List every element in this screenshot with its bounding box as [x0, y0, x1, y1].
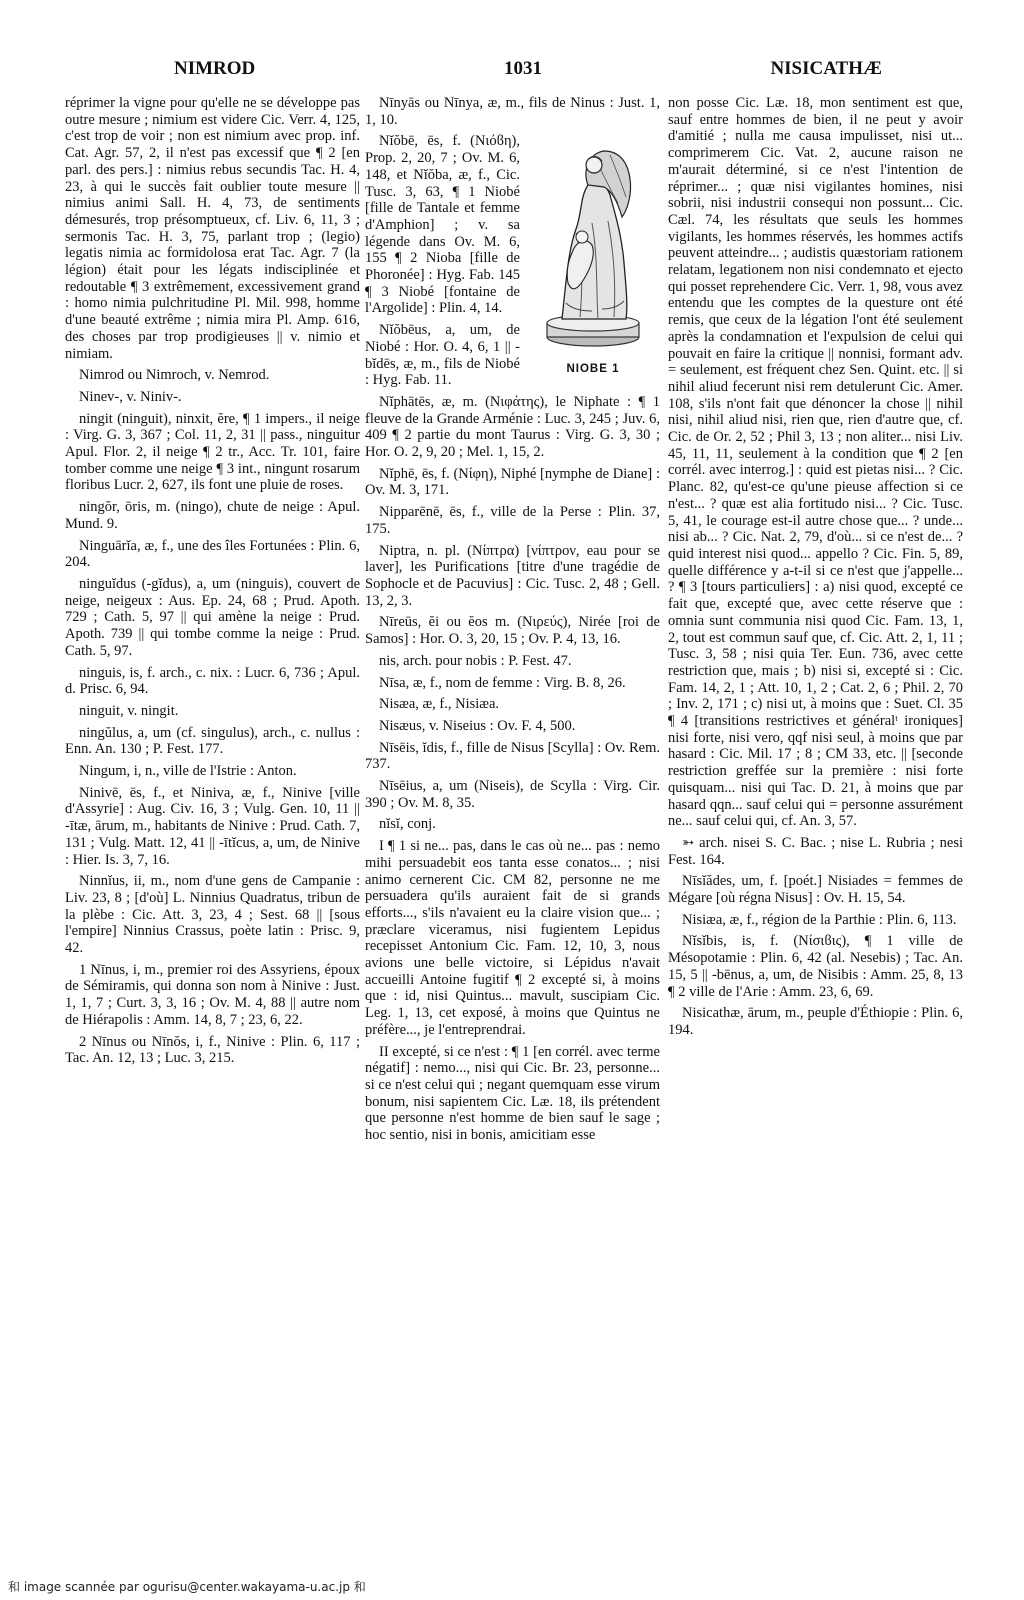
entry: Nĭphātēs, æ, m. (Νιφάτης), le Niphate : ¶ 1 fleuve de la Grande Arménie : Luc. 3, 245 ; Juv. 6, 409 ¶ 2 partie du mont Taurus : Virg. G. 3, 30 ; Hor. O. 2, 9, 20 ; Mel. 1, 15, 2. [365, 393, 660, 461]
entry: ninguis, is, f. arch., c. nix. : Lucr. 6, 736 ; Apul. d. Prisc. 6, 94. [65, 664, 360, 698]
entry: Nĭsĭbis, is, f. (Νίσιϐις), ¶ 1 ville de Mésopotamie : Plin. 6, 42 (al. Nesebis) ; Tac. An. 15, 5 || -bēnus, a, um, de Nisibis : Amm. 25, 8, 13 ¶ 2 ville de l'Arie : Amm. 23, 6, 69. [668, 933, 963, 1000]
entry: Nīreūs, ĕi ou ĕos m. (Νιρεύς), Nirée [roi de Samos] : Hor. O. 3, 20, 15 ; Ov. P. 4, 13, 16. [365, 614, 660, 648]
entry: non posse Cic. Læ. 18, mon sentiment est que, sauf entre hommes de bien, il ne peut y avoir d'amitié ; nulla me causa impulisset, nisi ut... comprimerem Cic. Vat. 2, aucune raison ne m'aurait déterminé, si ce n'est l'intention de réprimer... ; quæ nisi vigilantes homines, nisi sobrii, nisi industrii consequi non possunt... Cic. Cæl. 74, les résultats que seuls les hommes vigilants, les hommes réservés, les hommes actifs peuvent atteindre... ; audistis quæstoriam rationem relatam, legationem non nisi condemnato et ejecto qui posset reprehendere Cic. Verr. 1, 98, vous avez entendu que les comptes de la questure ont été remis, que ceux de la légation l'ont été seulement après la condamnation et l'expulsion de celui qui pouvait en faire la critique || nonnisi, formant adv. = seulement, est fréquent chez Sen. Quint. etc. || si nihil aliud fecerunt nisi rem detulerunt Cic. Amer. 108, s'ils n'ont fait que dénoncer la chose || nihil nisi, nihil aliud nisi, rien que, rien d'autre que, cf. Cic. de Or. 2, 52 ; Phil 3, 13 ; non aliter... nisi Liv. 45, 11, 11, seulement à la condition que ¶ 2 [en corrél. avec interrog.] : quid est pietas nisi... ? Cic. Planc. 82, qu'est-ce qu'une pieuse affection si ce n'est... ? quæ est alia fortitudo nisi... ? Cic. Tusc. 5, 41, le courage est-il autre chose que... ? unde... nisi ab... ? Cic. Nat. 2, 79, d'où... si ce n'est de... ? quid interest nisi quod... appello ? Cic. Fin. 5, 89, quelle différence y a-t-il si ce n'est que j'appelle... ? ¶ 3 [tours particuliers] : a) nisi quod, excepté ce fait que, excepté que, avec cette réserve que : omnia sunt communia nisi quod Cic. Fam. 13, 1, 2, tout est commun sauf que, cf. Cic. Att. 2, 1, 11 ; Tusc. 3, 58 ; nisi quia Ter. Eun. 736, avec cette restriction que, mais ; b) nisi si, excepté si : Cic. Fam. 14, 2, 1 ; Att. 10, 1, 2 ; Cat. 2, 6 ; Phil. 2, 70 ; Inv. 2, 171 ; c) nisi ut, à moins que : Suet. Cl. 35 ¶ 4 [transitions restrictives et généralᵗ ironiques] nisi forte, nisi vero, qqf nisi seul, à moins que par hasard : Cic. Mil. 17 ; 8 ; CM 33, etc. || [seconde restriction greffée sur la première : nisi forte quisquam... nisi qui Tac. D. 21, à moins que par hasard qqn... sauf celui qui = personne assurément ne... sauf celui qui, cf. An. 3, 57. [668, 95, 963, 830]
entry: Nĭŏbē, ēs, f. (Νιόϐη), Prop. 2, 20, 7 ; Ov. M. 6, 148, et Nĭŏba, æ, f., Cic. Tusc. 3, 63, ¶ 1 Niobé [fille de Tantale et femme d'Amphion] ; v. sa légende dans Ov. M. 6, 155 ¶ 2 Nioba [fille de Phoronée] : Hyg. Fab. 145 ¶ 3 Niobé [fontaine de l'Argolide] : Plin. 4, 14. [365, 133, 520, 317]
entry: Nisæus, v. Niseius : Ov. F. 4, 500. [379, 717, 576, 734]
entry: ningŭlus, a, um (cf. singulus), arch., c. nullus : Enn. An. 130 ; P. Fest. 177. [65, 724, 360, 758]
entry: Nĭŏbēus, a, um, de Niobé : Hor. O. 4, 6, 1 || -bĭdēs, æ, m., fils de Niobé : Hyg. Fab. 11. [365, 322, 520, 389]
entry: Nīsēis, ĭdis, f., fille de Nisus [Scylla] : Ov. Rem. 737. [365, 739, 660, 773]
entry: 2 Nīnus ou Nīnŏs, i, f., Ninive : Plin. 6, 117 ; Tac. An. 12, 13 ; Luc. 3, 215. [65, 1033, 360, 1067]
entry: ningŏr, ōris, m. (ningo), chute de neige : Apul. Mund. 9. [65, 499, 360, 532]
header-first-word: NIMROD [174, 58, 256, 79]
dictionary-columns [65, 95, 975, 1590]
entry: ningit (ninguit), ninxit, ĕre, ¶ 1 impers., il neige : Virg. G. 3, 367 ; Col. 11, 2, 31 || pass., ninguitur Apul. Flor. 2, il neige ¶ 2 tr., Acc. Tr. 101, faire tomber comme une neige ¶ 3 int., ningunt rosarum floribus Lucr. 2, 627, ils font une pluie de roses. [65, 410, 360, 494]
scan-credit-footer: 和 image scannée par ogurisu@center.wakayama-u.ac.jp 和 [8, 1580, 366, 1594]
entry: ninguit, v. ningit. [79, 702, 179, 719]
entry: Niptra, n. pl. (Νίπτρα) [νίπτρον, eau pour se laver], les Purifications [titre d'une tragédie de Sophocle et de Pacuvius] : Cic. Tusc. 2, 48 ; Gell. 13, 2, 3. [365, 542, 660, 609]
entry: ninguĭdus (-gĭdus), a, um (ninguis), couvert de neige, neigeux : Aus. Ep. 24, 68 ; Prud. Apoth. 729 ; Cath. 5, 97 || qui amène la neige : Prud. Apoth. 739 || qui tombe comme la neige : Prud. Cath. 5, 97. [65, 575, 360, 659]
column-2 [365, 95, 660, 1590]
entry: Ninguārĭa, æ, f., une des îles Fortunées : Plin. 6, 204. [65, 537, 360, 571]
entry: Nĭphē, ēs, f. (Νίφη), Niphé [nymphe de Diane] : Ov. M. 3, 171. [365, 465, 660, 499]
entry: Ninivē, ēs, f., et Niniva, æ, f., Ninive [ville d'Assyrie] : Aug. Civ. 16, 3 ; Vulg. Gen. 10, 11 || -ītæ, ārum, m., habitants de Ninive : Prud. Cath. 7, 131 ; Vulg. Matt. 12, 41 || -ītĭcus, a, um, de Ninive : Hier. Is. 3, 7, 16. [65, 784, 360, 868]
entry: Ningum, i, n., ville de l'Istrie : Anton. [79, 763, 297, 780]
figure-caption: NIOBE 1 [566, 363, 620, 376]
entry: 1 Nīnus, i, m., premier roi des Assyriens, époux de Sémiramis, qui donna son nom à Ninive : Just. 1, 1, 7 ; Curt. 3, 3, 16 ; Ov. M. 4, 88 || autre nom de Hiérapolis : Amm. 14, 8, 7 ; 23, 6, 22. [65, 961, 360, 1028]
entry: Nimrod ou Nimroch, v. Nemrod. [79, 367, 270, 384]
entry: nĭsĭ, conj. [379, 816, 436, 833]
entry: Nīnyās ou Nīnya, æ, m., fils de Ninus : Just. 1, 1, 10. [365, 95, 660, 128]
entry: Nīsa, æ, f., nom de femme : Virg. B. 8, 26. [379, 674, 626, 691]
header-last-word: NISICATHÆ [770, 58, 882, 79]
entry: ➳ arch. nisei S. C. Bac. ; nise L. Rubria ; nesi Fest. 164. [668, 834, 963, 868]
entry: Ninnĭus, ii, m., nom d'une gens de Campanie : Liv. 23, 8 ; [d'où] L. Ninnius Quadratus, tribun de la plèbe : Cic. Att. 3, 23, 4 ; Sest. 68 || [sous l'empire] Ninnius Crassus, poète latin : Prisc. 9, 42. [65, 873, 360, 957]
column-3 [668, 95, 963, 1590]
entry: I ¶ 1 si ne... pas, dans le cas où ne... pas : nemo mihi persuadebit eos tanta esse conatos... ; nisi animo cernerent Cic. CM 82, personne ne me persuadera qu'ils auraient fait de si grands efforts..., s'ils n'avaient eu la claire vision que... ; præclare viceramus, nisi fugientem Lepidus recepisset Antonium Cic. Fam. 12, 10, 3, nous avions une belle victoire, si Lépidus n'avait accueilli Antoine fugitif ¶ 2 excepté si, à moins que : id, nisi Quintus... mavult, suscipiam Cic. Leg. 1, 13, cet exposé, à moins que Quintus ne préfère..., je l'entreprendrai. [365, 838, 660, 1038]
page-header [112, 58, 912, 84]
entry: Nisicathæ, ārum, m., peuple d'Éthiopie : Plin. 6, 194. [668, 1005, 963, 1038]
entry: Nipparēnē, ēs, f., ville de la Perse : Plin. 37, 175. [365, 504, 660, 537]
entry: Nīsĭădes, um, f. [poét.] Nisiades = femmes de Mégare [où régna Nisus] : Ov. H. 15, 54. [668, 873, 963, 907]
entry: Nīsēius, a, um (Niseis), de Scylla : Virg. Cir. 390 ; Ov. M. 8, 35. [365, 778, 660, 811]
entry: nis, arch. pour nobis : P. Fest. 47. [379, 652, 572, 669]
page-number: 1031 [504, 58, 542, 79]
entry: Nisæa, æ, f., Nisiæa. [379, 696, 500, 713]
entry: réprimer la vigne pour qu'elle ne se développe pas outre mesure ; nimium est videre Cic. Verr. 4, 125, c'est trop de voir ; non est nimium avec prop. inf. Cat. Agr. 57, 2, il n'est pas excessif que ¶ 2 [en parl. des pers.] : nimius rebus secundis Tac. H. 4, 23, à qui le succès fait oublier toute mesure || nimius animi Sall. H. 4, 73, de sentiments démesurés, trop présomptueux, cf. Liv. 6, 11, 3 ; sermonis Tac. H. 3, 75, parlant trop ; (legio) legatis nimia ac formidolosa erat Tac. Agr. 7 (la légion) était pour les légats indisciplinée et redoutable ¶ 3 extrêmement, excessivement grand : homo nimia pulchritudine Pl. Mil. 998, homme d'une beauté extrême ; nimia mira Pl. Amp. 616, des choses par trop prodigieuses || v. nimio et nimiam. [65, 95, 360, 362]
column-1 [65, 95, 360, 1590]
entry: Nisiæa, æ, f., région de la Parthie : Plin. 6, 113. [682, 911, 957, 928]
niobe-figure [526, 133, 660, 385]
niobe-statue-illustration [532, 133, 654, 355]
entry: Ninev-, v. Niniv-. [79, 388, 182, 405]
entry: II excepté, si ce n'est : ¶ 1 [en corrél. avec terme négatif] : nemo..., nisi qui Cic. Br. 23, personne... si ce n'est celui qui ; negant quemquam esse virum bonum, nisi sapientem Cic. Læ. 18, ils prétendent que personne n'est homme de bien sauf le sage ; hoc sentio, nisi in bonis, amicitiam esse [365, 1043, 660, 1144]
